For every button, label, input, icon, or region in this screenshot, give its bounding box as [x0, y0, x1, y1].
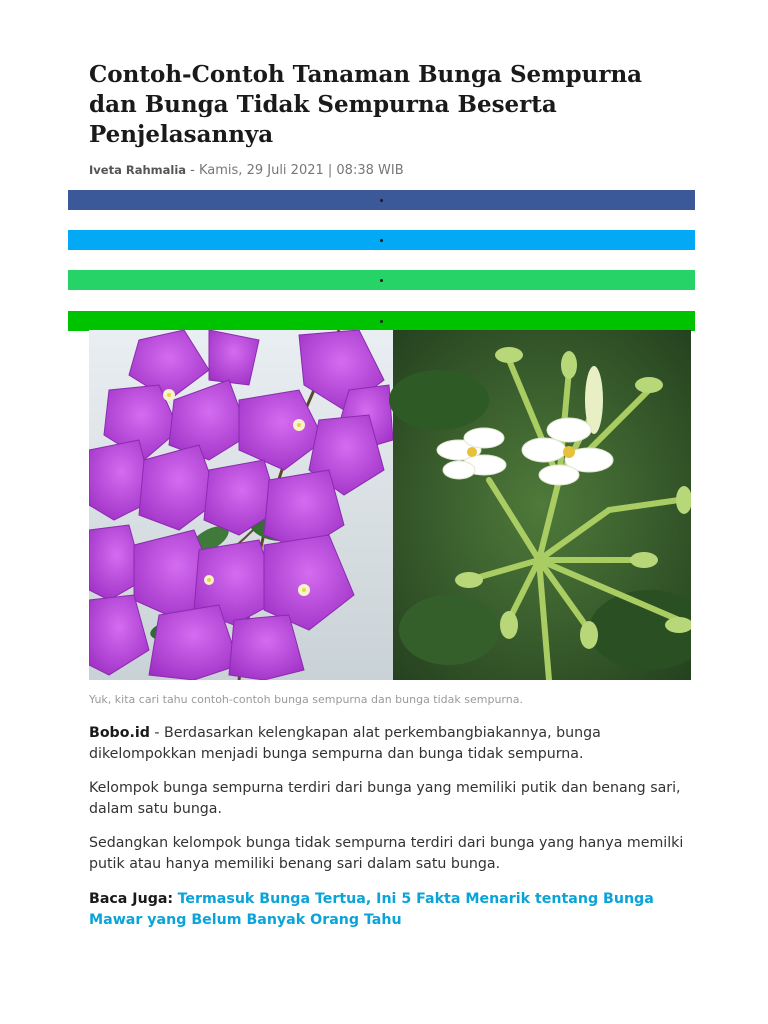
- share-twitter-button[interactable]: [68, 230, 695, 250]
- paragraph-intro: [89, 723, 689, 765]
- hero-image: [89, 330, 691, 680]
- read-also-link[interactable]: Termasuk Bunga Tertua, Ini 5 Fakta Menarik tentang Bunga Mawar yang Belum Banyak Orang Tahu: [89, 891, 654, 928]
- byline: [89, 163, 404, 178]
- share-whatsapp-button[interactable]: [68, 270, 695, 290]
- read-also-label: Baca Juga:: [89, 891, 174, 907]
- read-also: [89, 889, 689, 931]
- paragraph-incomplete-flowers: Sedangkan kelompok bunga tidak sempurna terdiri dari bunga yang hanya memilki putik atau hanya memiliki benang sari dalam satu bunga.: [89, 835, 684, 872]
- publish-date: Kamis, 29 Juli 2021 | 08:38 WIB: [199, 163, 404, 178]
- facebook-icon: [380, 199, 383, 202]
- white-flower-photo: [389, 330, 691, 680]
- bougainvillea-photo: [89, 330, 393, 680]
- source-label: Bobo.id: [89, 725, 150, 741]
- author-name[interactable]: Iveta Rahmalia: [89, 163, 187, 177]
- article-title: Contoh-Contoh Tanaman Bunga Sempurna dan Bunga Tidak Sempurna Beserta Penjelasannya: [89, 61, 643, 148]
- share-facebook-button[interactable]: [68, 190, 695, 210]
- twitter-icon: [380, 239, 383, 242]
- whatsapp-icon: [380, 279, 383, 282]
- paragraph-complete-flowers: Kelompok bunga sempurna terdiri dari bunga yang memiliki putik dan benang sari, dalam satu bunga.: [89, 780, 681, 817]
- byline-separator: -: [186, 163, 199, 178]
- paragraph-intro-text: - Berdasarkan kelengkapan alat perkembangbiakannya, bunga dikelompokkan menjadi bunga sempurna dan bunga tidak sempurna.: [89, 725, 601, 762]
- share-line-button[interactable]: [68, 311, 695, 331]
- line-icon: [380, 320, 383, 323]
- image-caption: Yuk, kita cari tahu contoh-contoh bunga sempurna dan bunga tidak sempurna.: [89, 693, 523, 706]
